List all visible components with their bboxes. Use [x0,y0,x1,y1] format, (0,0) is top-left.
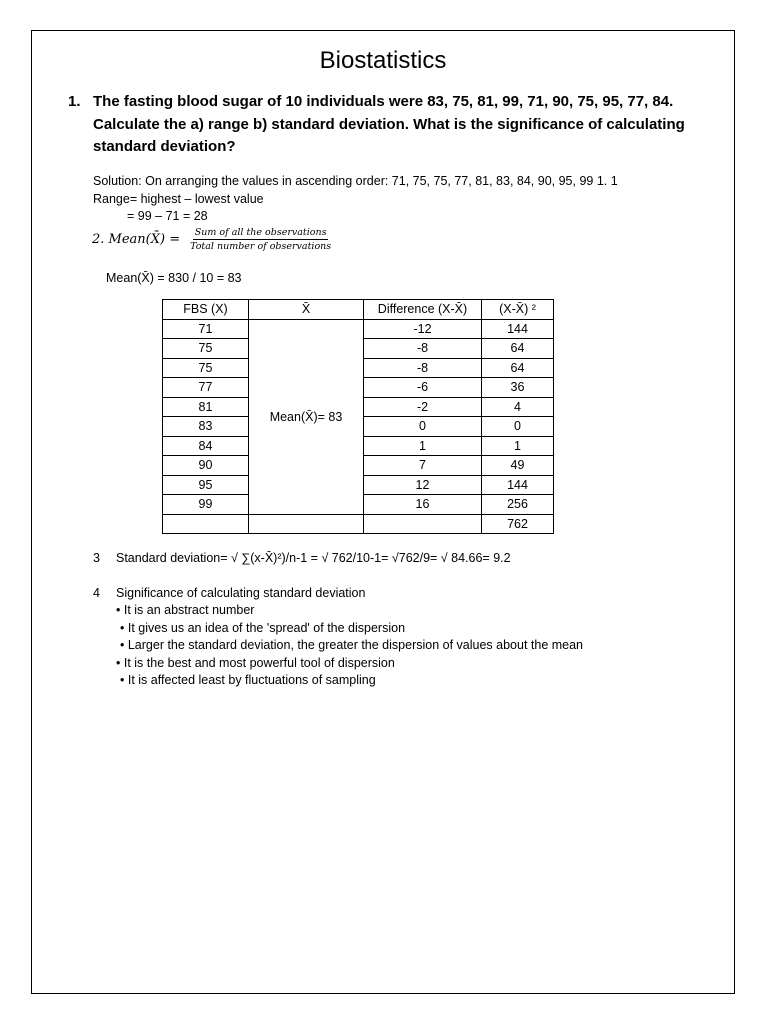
squared-cell: 64 [482,358,554,378]
difference-cell: -12 [364,319,482,339]
fbs-cell: 99 [163,495,249,515]
fbs-cell: 75 [163,358,249,378]
mean-formula-fraction [188,227,333,252]
squared-cell: 144 [482,319,554,339]
mean-cell: Mean(X̄)= 83 [249,319,364,514]
squared-cell: 256 [482,495,554,515]
squared-cell: 1 [482,436,554,456]
list-item: • It gives us an idea of the 'spread' of the dispersion [120,620,406,635]
fbs-cell: 75 [163,339,249,359]
document-page [31,30,735,994]
difference-cell: 1 [364,436,482,456]
mean-formula-label: 2. Mean(X̄) = [92,232,181,247]
significance-heading: Significance of calculating standard deviation [116,586,366,600]
std-dev-text: Standard deviation= √ ∑(x-X̄)²)/n-1 = √ 762/10-1= √762/9= √ 84.66= 9.2 [116,551,511,565]
fbs-cell: 71 [163,319,249,339]
header-mean: X̄ [249,300,364,320]
total-cell: 762 [482,514,554,534]
difference-cell: 12 [364,475,482,495]
table-header-row [163,300,554,320]
significance-number: 4 [93,586,100,600]
range-line: Range= highest – lowest value [93,192,264,206]
solution-arrange-line: Solution: On arranging the values in ascending order: 71, 75, 75, 77, 81, 83, 84, 90, 95, 99 1. 1 [93,174,618,188]
header-squared: (X-X̄) ² [482,300,554,320]
list-item: • It is an abstract number [116,603,255,617]
header-fbs: FBS (X) [163,300,249,320]
significance-list [116,602,583,690]
question-text: The fasting blood sugar of 10 individuals were 83, 75, 81, 99, 71, 90, 75, 95, 77, 84. Calculate the a) range b) standard deviation. What is the significance of calculating standard deviation? [93,93,685,155]
document-title: Biostatistics [319,47,447,74]
mean-formula [92,227,333,252]
header-difference: Difference (X-X̄) [364,300,482,320]
mean-calculation: Mean(X̄) = 830 / 10 = 83 [106,271,242,285]
empty-cell [364,514,482,534]
fbs-cell: 77 [163,378,249,398]
difference-cell: -8 [364,358,482,378]
fbs-cell: 81 [163,397,249,417]
squared-cell: 36 [482,378,554,398]
squared-cell: 144 [482,475,554,495]
squared-cell: 64 [482,339,554,359]
list-item: • Larger the standard deviation, the greater the dispersion of values about the mean [120,638,584,653]
list-item: • It is the best and most powerful tool of dispersion [116,655,395,670]
fraction-denominator: Total number of observations [190,241,332,252]
difference-cell: -2 [364,397,482,417]
squared-cell: 4 [482,397,554,417]
fbs-cell: 90 [163,456,249,476]
difference-cell: -6 [364,378,482,398]
fbs-cell: 84 [163,436,249,456]
difference-cell: 7 [364,456,482,476]
fbs-table [162,299,554,534]
difference-cell: 16 [364,495,482,515]
std-dev-number: 3 [93,551,100,565]
squared-cell: 49 [482,456,554,476]
empty-cell [249,514,364,534]
squared-cell: 0 [482,417,554,437]
fbs-cell: 95 [163,475,249,495]
fraction-numerator: Sum of all the observations [194,227,327,238]
empty-cell [163,514,249,534]
table-row [163,319,554,339]
question-number: 1. [68,93,81,110]
table-total-row [163,514,554,534]
difference-cell: -8 [364,339,482,359]
fbs-cell: 83 [163,417,249,437]
difference-cell: 0 [364,417,482,437]
list-item: • It is affected least by fluctuations of sampling [120,673,376,688]
range-calculation: = 99 – 71 = 28 [127,209,208,223]
